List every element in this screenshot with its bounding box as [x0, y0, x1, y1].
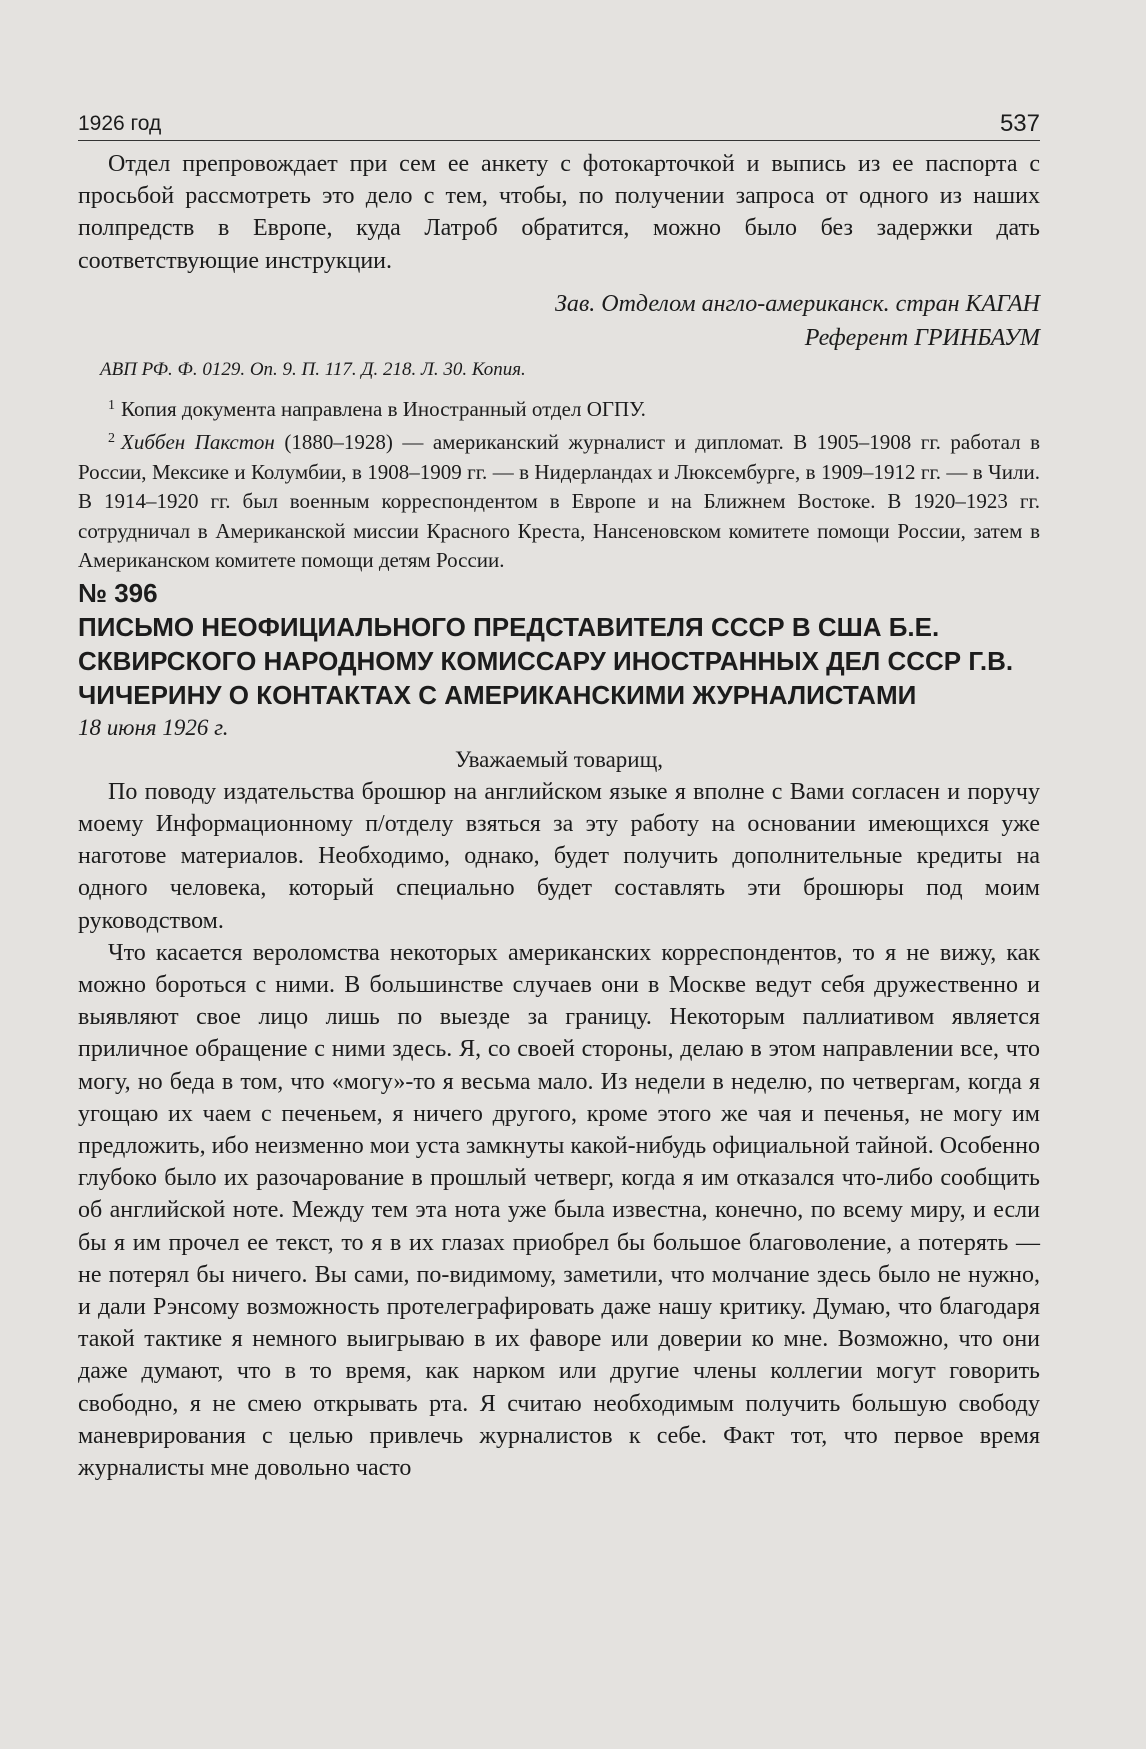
archive-source: АВП РФ. Ф. 0129. Оп. 9. П. 117. Д. 218. Л. 30. Копия.	[100, 358, 526, 380]
signature-referent: Референт ГРИНБАУМ	[804, 324, 1040, 351]
body-paragraph: Что касается вероломства некоторых американских корреспондентов, то я не вижу, как можно бороться с ними. В большинстве случаев они в Москве ведут себя дружественно и выявляют свое лицо лишь по выезде за границу. Некоторым паллиативом является приличное обращение с ними здесь. Я, со своей стороны, делаю в этом направлении все, что могу, но беда в том, что «могу»-то я весьма мало. Из недели в неделю, по четвергам, когда я угощаю их чаем с печеньем, я ничего другого, кроме этого же чая и печенья, не могу им предложить, ибо неизменно мои уста замкнуты какой-нибудь официальной тайной. Особенно глубоко было их разочарование в прошлый четверг, когда я им отказался что-либо сообщить об английской ноте. Между тем эта нота уже была известна, конечно, по всему миру, и если бы я им прочел ее текст, то я в их глазах приобрел бы большое благоволение, а потерять — не потерял бы ничего. Вы сами, по-видимому, заметили, что молчание здесь было не нужно, и дали Рэнсому возможность протелеграфировать даже нашу критику. Думаю, что благодаря такой тактике я немного выигрываю в их фаворе или доверии ко мне. Возможно, что они даже думают, что в то время, как нарком или другие члены коллегии могут говорить свободно, я не смею открывать рта. Я считаю необходимым получить большую свободу маневрирования с целью привлечь журналистов к себе. Факт тот, что первое время журналисты мне довольно часто	[78, 939, 1040, 1482]
salutation: Уважаемый товарищ,	[454, 746, 664, 772]
document-title: ПИСЬМО НЕОФИЦИАЛЬНОГО ПРЕДСТАВИТЕЛЯ СССР В США Б.Е. СКВИРСКОГО НАРОДНОМУ КОМИССАРУ ИНОСТРАННЫХ ДЕЛ СССР Г.В. ЧИЧЕРИНУ О КОНТАКТАХ С АМЕРИКАНСКИМИ ЖУРНАЛИСТАМИ	[78, 611, 1014, 710]
footnote-text: Копия документа направлена в Иностранный отдел ОГПУ.	[121, 396, 646, 421]
footnote-person-name: Хиббен Пакстон	[121, 430, 275, 455]
page-number: 537	[999, 110, 1040, 137]
page-content	[78, 148, 1040, 1484]
footnote-number: 2	[108, 431, 115, 447]
footnote-text: (1880–1928) — американский журналист и дипломат. В 1905–1908 гг. работал в России, Мексике и Колумбии, в 1908–1909 гг. — в Нидерландах и Люксембурге, в 1909–1912 гг. — в Чили. В 1914–1920 гг. был военным корреспондентом в Европе и на Ближнем Востоке. В 1920–1923 гг. сотрудничал в Американской миссии Красного Креста, Нансеновском комитете помощи России, затем в Американском комитете помощи детям России.	[78, 430, 1040, 573]
footnote-1	[78, 391, 1040, 425]
footnote-2	[78, 424, 1040, 576]
body-paragraph: По поводу издательства брошюр на английском языке я вполне с Вами согласен и поручу моему Информационному п/отделу взяться за эту работу на основании имеющихся уже наготове материалов. Необходимо, однако, будет получить дополнительные кредиты на одного человека, который специально будет составлять эти брошюры под моим руководством.	[78, 778, 1040, 934]
running-header	[78, 104, 1040, 141]
footnote-number: 1	[108, 397, 115, 413]
intro-paragraph: Отдел препровождает при сем ее анкету с фотокарточкой и выпись из ее паспорта с просьбой рассмотреть это дело с тем, чтобы, по получении запроса от одного из наших полпредств в Европе, куда Латроб обратится, можно было без задержки дать соответствующие инструкции.	[78, 151, 1040, 274]
document-date: 18 июня 1926 г.	[78, 714, 229, 740]
signature-head: Зав. Отделом англо-американск. стран КАГАН	[554, 290, 1040, 317]
document-number: № 396	[78, 577, 158, 608]
running-title: 1926 год	[78, 112, 162, 135]
